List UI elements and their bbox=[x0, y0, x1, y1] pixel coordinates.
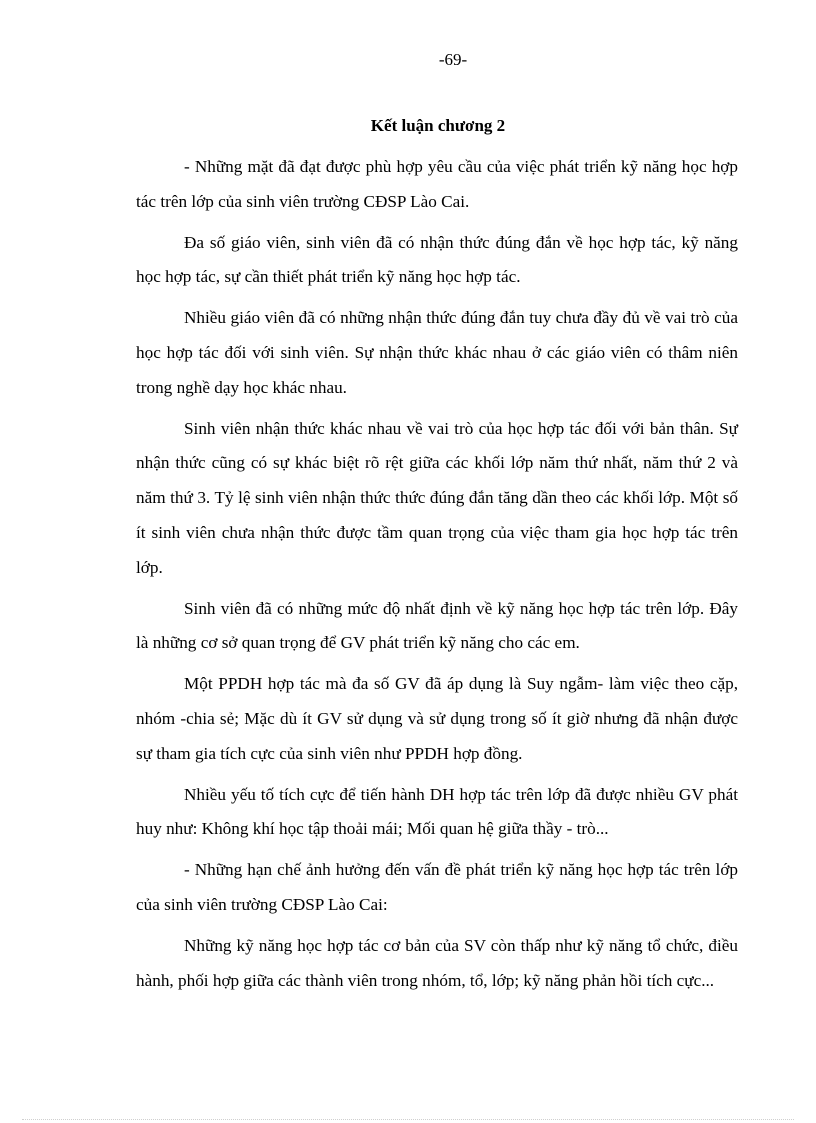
page-number: -69- bbox=[438, 50, 468, 69]
paragraph-positive-factors: Nhiều yếu tố tích cực để tiến hành DH hợp tác trên lớp đã được nhiều GV phát huy như: Không khí học tập thoải mái; Mối quan hệ giữa thầy - trò... bbox=[136, 784, 738, 839]
paragraph-awareness-majority: Đa số giáo viên, sinh viên đã có nhận thức đúng đắn về học hợp tác, kỹ năng học hợp tác, sự cần thiết phát triển kỹ năng học hợp tác. bbox=[136, 232, 738, 287]
page-bottom-divider bbox=[22, 1119, 794, 1120]
body-text bbox=[136, 150, 738, 1004]
paragraph-student-awareness: Sinh viên nhận thức khác nhau về vai trò của học hợp tác đối với bản thân. Sự nhận thức cũng có sự khác biệt rõ rệt giữa các khối lớp năm thứ nhất, năm thứ 2 và năm thứ 3. Tỷ lệ sinh viên nhận thức thức đúng đắn tăng dần theo các khối lớp. Một số ít sinh viên chưa nhận thức được tầm quan trọng của việc tham gia học hợp tác trên lớp. bbox=[136, 418, 738, 577]
chapter-conclusion-heading: Kết luận chương 2 bbox=[370, 116, 506, 135]
paragraph-teaching-method: Một PPDH hợp tác mà đa số GV đã áp dụng là Suy ngẫm- làm việc theo cặp, nhóm -chia sẻ; Mặc dù ít GV sử dụng và sử dụng trong số ít giờ nhưng đã nhận được sự tham gia tích cực của sinh viên như PPDH hợp đồng. bbox=[136, 674, 738, 763]
paragraph-achievements-intro: - Những mặt đã đạt được phù hợp yêu cầu của việc phát triển kỹ năng học hợp tác trên lớp của sinh viên trường CĐSP Lào Cai. bbox=[136, 157, 738, 211]
paragraph-basic-skills-low: Những kỹ năng học hợp tác cơ bản của SV còn thấp như kỹ năng tổ chức, điều hành, phối hợp giữa các thành viên trong nhóm, tổ, lớp; kỹ năng phản hồi tích cực... bbox=[136, 935, 738, 990]
paragraph-teacher-awareness: Nhiều giáo viên đã có những nhận thức đúng đắn tuy chưa đầy đủ về vai trò của học hợp tác đối với sinh viên. Sự nhận thức khác nhau ở các giáo viên có thâm niên trong nghề dạy học khác nhau. bbox=[136, 308, 738, 397]
paragraph-limitations-intro: - Những hạn chế ảnh hưởng đến vấn đề phát triển kỹ năng học hợp tác trên lớp của sinh viên trường CĐSP Lào Cai: bbox=[136, 860, 738, 914]
paragraph-skill-levels: Sinh viên đã có những mức độ nhất định về kỹ năng học hợp tác trên lớp. Đây là những cơ sở quan trọng để GV phát triển kỹ năng cho các em. bbox=[136, 598, 738, 653]
